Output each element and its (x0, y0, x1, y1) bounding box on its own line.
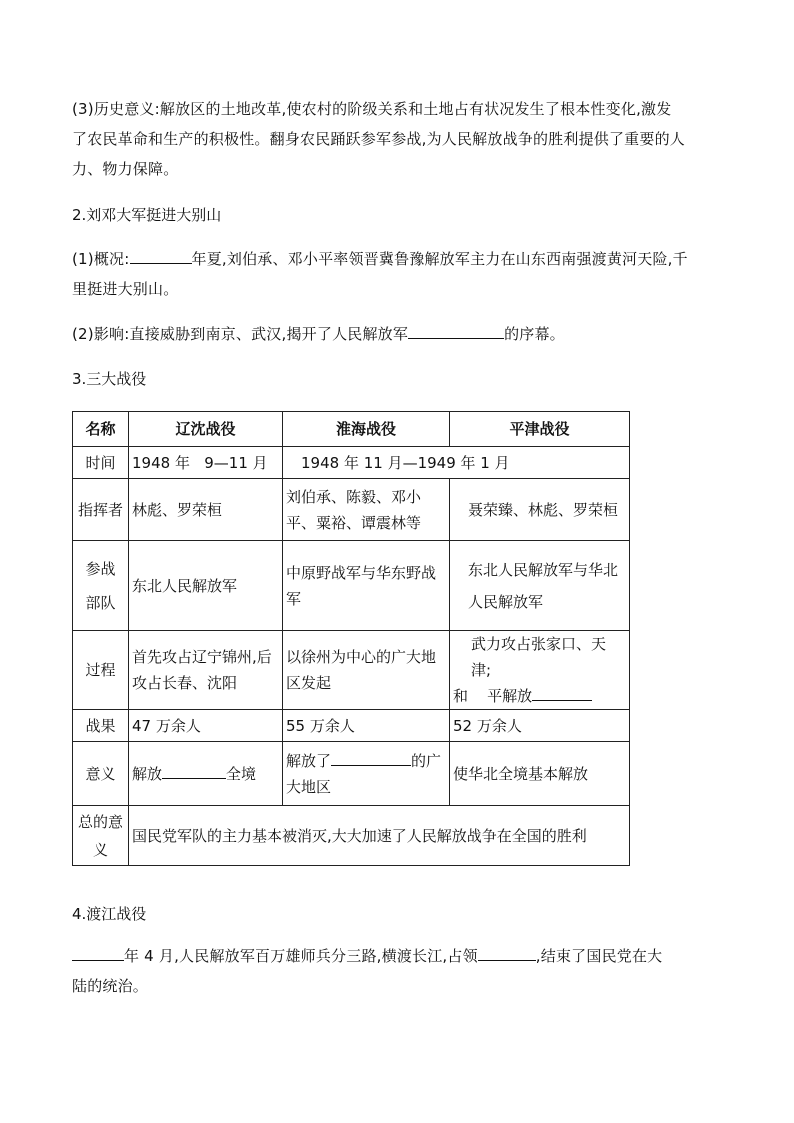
cell-commander-huaihai: 刘伯承、陈毅、邓小平、粟裕、谭震林等 (283, 479, 450, 541)
item-1-text: 年夏,刘伯承、邓小平率领晋冀鲁豫解放军主力在山东西南强渡黄河天险,千 (191, 250, 688, 268)
cell-result-pingjin: 52 万余人 (450, 710, 630, 742)
fill-blank[interactable] (162, 762, 226, 779)
row-label-commander: 指挥者 (73, 479, 129, 541)
item-2-suffix: 的序幕。 (504, 325, 565, 343)
paragraph-line: (3)历史意义:解放区的土地改革,使农村的阶级关系和土地占有状况发生了根本性变化,激发 (72, 100, 672, 118)
cell-process-huaihai: 以徐州为中心的广大地区发起 (283, 631, 450, 710)
section-4-paragraph: 年 4 月,人民解放军百万雄师兵分三路,横渡长江,占领 ,结束了国民党在大 陆的统治。 (72, 941, 732, 1001)
cell-overall-meaning: 国民党军队的主力基本被消灭,大大加速了人民解放战争在全国的胜利 (129, 806, 630, 866)
row-label-result: 战果 (73, 710, 129, 742)
item-1-line-2: 里挺进大别山。 (72, 280, 179, 298)
section-3-heading: 3.三大战役 (72, 370, 147, 388)
cell-process-pingjin: 武力攻占张家口、天津; 和 平解放 (450, 631, 630, 710)
table-header-row (73, 412, 630, 447)
row-label-overall: 总的意义 (73, 806, 129, 866)
fill-blank[interactable] (532, 684, 592, 701)
cell-result-huaihai: 55 万余人 (283, 710, 450, 742)
table-row-result (73, 710, 630, 742)
row-label-process: 过程 (73, 631, 129, 710)
row-label-time: 时间 (73, 447, 129, 479)
paragraph-line: 了农民革命和生产的积极性。翻身农民踊跃参军参战,为人民解放战争的胜利提供了重要的人 (72, 130, 685, 148)
section-4-heading: 4.渡江战役 (72, 905, 147, 923)
paragraph-line: 力、物力保障。 (72, 160, 179, 178)
fill-blank[interactable] (130, 247, 192, 264)
section-4-line-2: 陆的统治。 (72, 977, 149, 995)
fill-blank[interactable] (408, 322, 504, 339)
cell-troops-huaihai: 中原野战军与华东野战军 (283, 541, 450, 631)
item-1-prefix: (1)概况: (72, 250, 130, 268)
fill-blank[interactable] (331, 749, 411, 766)
cell-commander-pingjin: 聂荣臻、林彪、罗荣桓 (450, 479, 630, 541)
table-row-overall (73, 806, 630, 866)
cell-troops-pingjin: 东北人民解放军与华北人民解放军 (450, 541, 630, 631)
cell-meaning-pingjin: 使华北全境基本解放 (450, 742, 630, 806)
item-2-prefix: (2)影响:直接威胁到南京、武汉,揭开了人民解放军 (72, 325, 409, 343)
cell-time-liaoshen: 1948 年 9—11 月 (129, 447, 283, 479)
table-row-time (73, 447, 630, 479)
cell-meaning-liaoshen: 解放 全境 (129, 742, 283, 806)
header-liaoshen: 辽沈战役 (129, 412, 283, 447)
historical-significance-paragraph (72, 94, 732, 184)
cell-result-liaoshen: 47 万余人 (129, 710, 283, 742)
cell-time-huaihai-pingjin: 1948 年 11 月—1949 年 1 月 (283, 447, 630, 479)
cell-commander-liaoshen: 林彪、罗荣桓 (129, 479, 283, 541)
header-pingjin: 平津战役 (450, 412, 630, 447)
table-row-troops (73, 541, 630, 631)
table-row-process (73, 631, 630, 710)
section-2-item-1 (72, 244, 732, 304)
row-label-meaning: 意义 (73, 742, 129, 806)
table-row-commander (73, 479, 630, 541)
section-2-heading: 2.刘邓大军挺进大别山 (72, 206, 222, 224)
fill-blank[interactable] (72, 944, 124, 961)
three-campaigns-table (72, 411, 630, 866)
cell-process-liaoshen: 首先攻占辽宁锦州,后攻占长春、沈阳 (129, 631, 283, 710)
section-2-item-2 (72, 319, 732, 349)
row-label-troops: 参战 部队 (73, 541, 129, 631)
fill-blank[interactable] (478, 944, 536, 961)
header-huaihai: 淮海战役 (283, 412, 450, 447)
cell-troops-liaoshen: 东北人民解放军 (129, 541, 283, 631)
header-name: 名称 (73, 412, 129, 447)
cell-meaning-huaihai: 解放了 的广大地区 (283, 742, 450, 806)
table-row-meaning (73, 742, 630, 806)
